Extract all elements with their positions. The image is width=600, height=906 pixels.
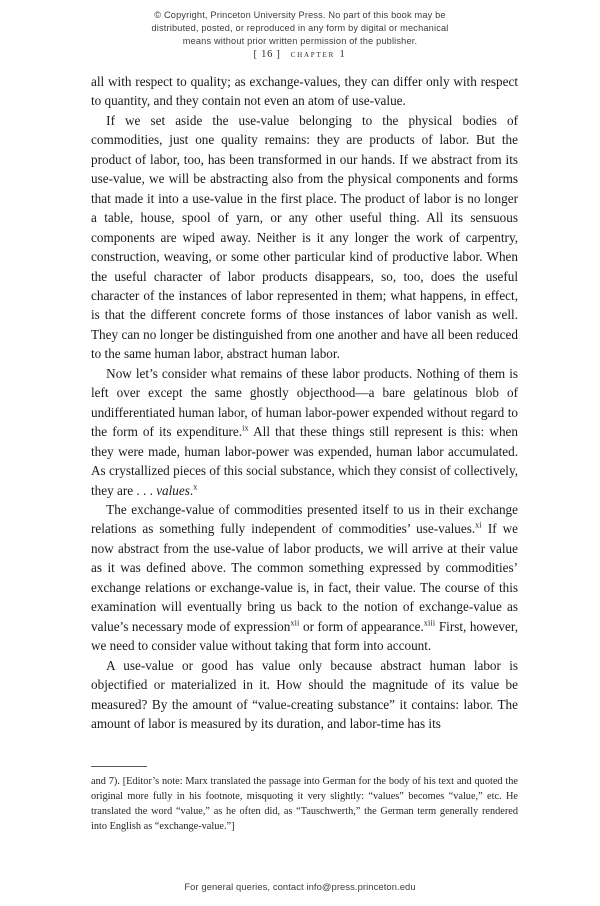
footnote-marker-x[interactable]: x <box>193 482 198 492</box>
paragraph-3-italic-values: values <box>156 482 190 498</box>
paragraph-2-text: If we set aside the use-value belonging to the physical bodies of commodities, just one quality remains: they are products of labor. But the product of labor, too, has been transformed in our hands. If we abstract from its use-value, we will be abstracting also from the physical components and forms that made it into a use-value in the first place. The product of labor is no longer a table, house, spool of yarn, or any other useful thing. All its sensuous components are wiped away. Neither is it any longer the work of carpentry, construction, weaving, or some other particular kind of productive labor. When the useful character of labor products disappears, so, too, does the useful character of the instances of labor represented in them; what happens, in effect, is that the different concrete forms of those instances of labor vanish as well. They can no longer be distinguished from one another and have all been reduced to the same human labor, abstract human labor. <box>91 112 518 362</box>
paragraph-3 <box>91 364 518 500</box>
footer-text: For general queries, contact info@press.princeton.edu <box>184 881 416 892</box>
paragraph-5 <box>91 656 518 734</box>
chapter-label: chapter 1 <box>290 49 347 60</box>
paragraph-2 <box>91 111 518 364</box>
paragraph-4-text-part-4: First, however, we need to consider value without taking that form into account. <box>91 618 518 654</box>
copyright-line-2: distributed, posted, or reproduced in any form by digital or mechanical <box>151 23 449 34</box>
copyright-line-1: © Copyright, Princeton University Press. No part of this book may be <box>154 10 446 20</box>
running-head <box>0 49 600 60</box>
paragraph-3-text-part-3: . <box>189 482 194 498</box>
paragraph-5-text: A use-value or good has value only because abstract human labor is objectified or materialized in it. How should the magnitude of its value be measured? By the amount of “value-creating substance” it contains: labor. The amount of labor is measured by its duration, and labor-time has its <box>91 657 518 731</box>
page-footer <box>0 881 600 892</box>
page-folio: [ 16 ] <box>253 49 281 60</box>
footnote-area <box>91 766 518 834</box>
footnote-text: and 7). [Editor’s note: Marx translated the passage into German for the body of his text and quoted the original more fully in his footnote, misquoting it very slightly: “values” becomes “value,” etc. He translated the word “value,” as he often did, as “Tauschwerth,” the German term generally rendered into English as “exchange-value.”] <box>91 776 518 833</box>
footnote-marker-xiii[interactable]: xiii <box>423 618 436 628</box>
paragraph-4-text-part-2: If we now abstract from the use-value of labor products, we will arrive at their value as it was defined above. The common something expressed by commodities’ exchange relations or exchange-value is, in fact, their value. The course of this examination will eventually bring us back to the notion of exchange-value as value’s necessary mode of expression <box>91 521 518 634</box>
footnote-marker-xi[interactable]: xi <box>475 521 482 531</box>
paragraph-4 <box>91 500 518 656</box>
paragraph-1 <box>91 72 518 111</box>
paragraph-1-text: all with respect to quality; as exchange-values, they can differ only with respect to quantity, and they contain not even an atom of use-value. <box>91 74 518 109</box>
footnote-marker-xii[interactable]: xii <box>290 618 300 628</box>
body-text-block <box>91 72 518 733</box>
paragraph-3-text-part-2: All that these things still represent is this: when they were made, human labor-power was expended, human labor accumulated. As crystallized pieces of this social substance, which they consist of collectively, they are . . . <box>91 424 518 498</box>
copyright-notice <box>0 9 600 49</box>
copyright-line-3: means without prior written permission of the publisher. <box>182 36 418 47</box>
paragraph-3-text-part-1: Now let’s consider what remains of these labor products. Nothing of them is left over except the same ghostly objecthood—a bare gelatinous blob of undifferentiated human labor, of human labor-power expended without regard to the form of its expenditure. <box>91 365 518 440</box>
footnote-marker-ix[interactable]: ix <box>242 423 249 433</box>
paragraph-4-text-part-1: The exchange-value of commodities presented itself to us in their exchange relations as something fully independent of commodities’ use-values. <box>91 501 518 537</box>
paragraph-4-text-part-3: or form of appearance. <box>299 618 424 634</box>
footnote-separator-rule <box>91 766 147 767</box>
